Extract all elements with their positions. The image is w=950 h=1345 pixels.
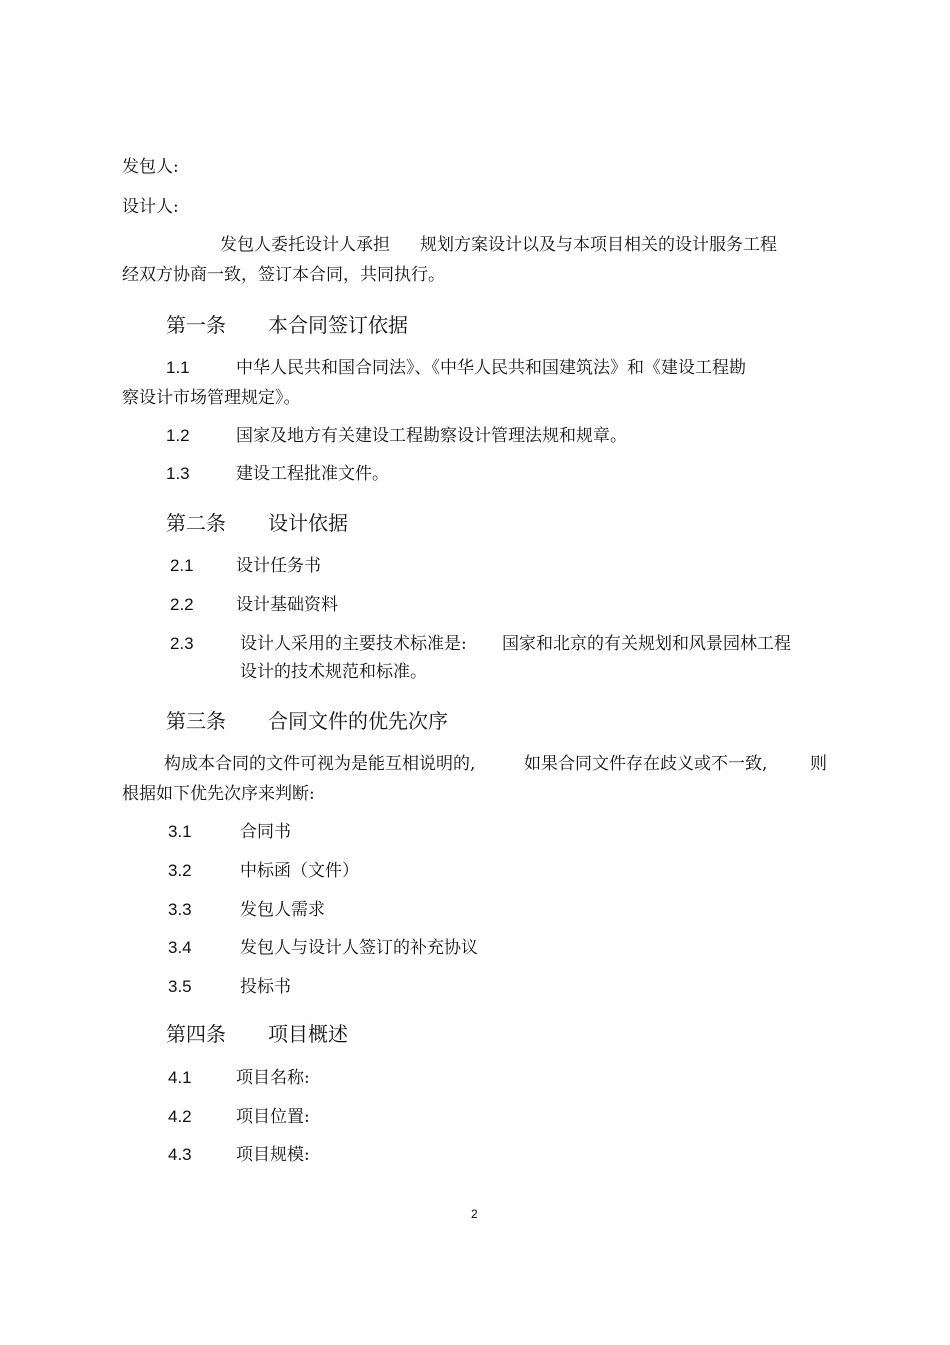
item-number: 3.2 — [168, 861, 192, 880]
item-number: 3.4 — [168, 938, 192, 957]
article1-title: 本合同签订依据 — [268, 313, 408, 337]
article4-title: 项目概述 — [268, 1022, 348, 1046]
item-text-continued: 察设计市场管理规定》。 — [122, 388, 301, 408]
article4-number: 第四条 — [166, 1022, 226, 1046]
article1-number: 第一条 — [166, 313, 226, 337]
employer-label: 发包人: — [122, 157, 179, 177]
item-number: 2.3 — [170, 634, 194, 653]
item-number: 4.1 — [168, 1068, 192, 1087]
item-text: 项目规模: — [236, 1145, 310, 1165]
item-text: 设计基础资料 — [236, 595, 338, 615]
item-number: 2.1 — [170, 556, 194, 575]
item-text: 中华人民共和国合同法》、《中华人民共和国建筑法》和《建设工程勘 — [236, 358, 746, 378]
item-text: 建设工程批准文件。 — [236, 464, 389, 484]
item-text: 合同书 — [240, 822, 291, 842]
article3-number: 第三条 — [166, 709, 226, 733]
item-number: 2.2 — [170, 595, 194, 614]
item-text: 国家及地方有关建设工程勘察设计管理法规和规章。 — [236, 426, 627, 446]
article2-number: 第二条 — [166, 511, 226, 535]
item-number: 3.5 — [168, 977, 192, 996]
page-number: 2 — [471, 1207, 478, 1221]
article3-paragraph-b: 如果合同文件存在歧义或不一致, — [524, 754, 768, 774]
item-number: 1.2 — [166, 426, 190, 445]
intro-line1b: 规划方案设计以及与本项目相关的设计服务工程 — [420, 235, 777, 255]
designer-label: 设计人: — [122, 197, 179, 217]
item-text: 项目位置: — [236, 1107, 310, 1127]
intro-line2: 经双方协商一致，签订本合同，共同执行。 — [122, 265, 445, 285]
item-text: 项目名称: — [236, 1068, 310, 1088]
item-text-continued: 设计的技术规范和标准。 — [240, 662, 427, 682]
item-text: 发包人需求 — [240, 900, 325, 920]
item-text: 中标函（文件） — [240, 861, 359, 881]
item-number: 3.3 — [168, 900, 192, 919]
item-number: 1.1 — [166, 358, 190, 377]
article3-paragraph-c: 则 — [810, 754, 827, 774]
article2-title: 设计依据 — [268, 511, 348, 535]
article3-paragraph-a: 构成本合同的文件可视为是能互相说明的, — [164, 754, 476, 774]
item-number: 4.2 — [168, 1107, 192, 1126]
item-text: 投标书 — [240, 977, 291, 997]
item-number: 3.1 — [168, 822, 192, 841]
item-text: 设计人采用的主要技术标准是: — [240, 634, 467, 654]
item-number: 4.3 — [168, 1145, 192, 1164]
article3-title: 合同文件的优先次序 — [268, 709, 448, 733]
item-text: 设计任务书 — [236, 556, 321, 576]
item-number: 1.3 — [166, 464, 190, 483]
item-text-b: 国家和北京的有关规划和风景园林工程 — [502, 634, 791, 654]
item-text: 发包人与设计人签订的补充协议 — [240, 938, 478, 958]
article3-paragraph-line2: 根据如下优先次序来判断: — [122, 784, 315, 804]
intro-line1: 发包人委托设计人承担 — [220, 235, 390, 255]
